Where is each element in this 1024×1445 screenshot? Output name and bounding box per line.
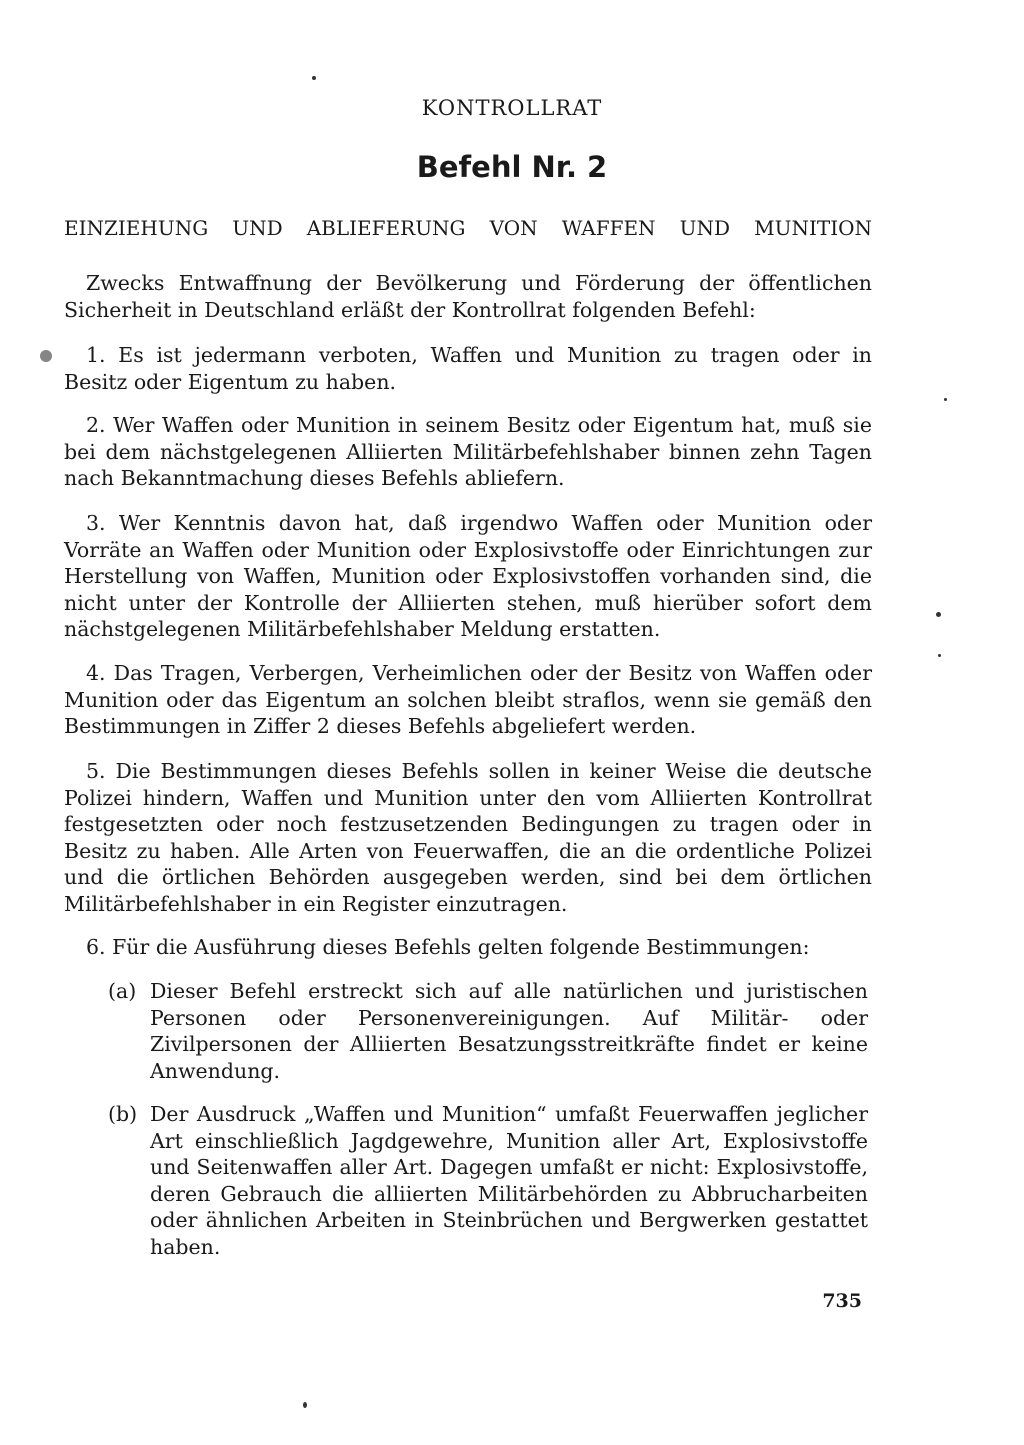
section-5-paragraph: 5. Die Bestimmungen dieses Befehls sollen in keiner Weise die deutsche Polizei hindern, Waffen und Munition unter den vom Alliierten Kontrollrat festgesetzten oder noch festzusetzenden Bedingungen zu tragen oder in Besitz zu haben. Alle Arten von Feuerwaffen, die an die ordentliche Polizei und die örtlichen Behörden ausgegeben werden, sind bei dem örtlichen Militärbefehlshaber in ein Register einzutragen. — [64, 759, 872, 916]
page-number: 735 — [822, 1290, 862, 1312]
scan-speck — [944, 398, 947, 401]
subsection-a-label: (a) — [108, 979, 137, 1003]
section-3-paragraph: 3. Wer Kenntnis davon hat, daß irgendwo Waffen oder Munition oder Vorräte an Waffen oder Munition oder Explosivstoffe oder Einrichtungen zur Herstellung von Waffen, Munition oder Explosivstoffen vorhanden sind, die nicht unter der Kontrolle der Alliierten stehen, muß hierüber sofort dem nächstgelegenen Militärbefehlshaber Meldung erstatten. — [64, 511, 872, 641]
scan-speck — [312, 76, 316, 80]
section-2-paragraph: 2. Wer Waffen oder Munition in seinem Besitz oder Eigentum hat, muß sie bei dem nächstgelegenen Alliierten Militärbefehlshaber binnen zehn Tagen nach Bekanntmachung dieses Befehls abliefern. — [64, 413, 872, 490]
subject-heading: EINZIEHUNG UND ABLIEFERUNG VON WAFFEN UND MUNITION — [64, 216, 872, 240]
section-4-paragraph: 4. Das Tragen, Verbergen, Verheimlichen oder der Besitz von Waffen oder Munition oder das Eigentum an solchen bleibt straflos, wenn sie gemäß den Bestimmungen in Ziffer 2 dieses Befehls abgeliefert werden. — [64, 661, 872, 738]
order-title: Befehl Nr. 2 — [416, 150, 608, 184]
scan-speck — [40, 350, 52, 362]
subsection-b — [108, 1101, 868, 1260]
scan-speck — [938, 654, 941, 657]
preamble-paragraph: Zwecks Entwaffnung der Bevölkerung und Förderung der öffentlichen Sicherheit in Deutschland erläßt der Kontrollrat folgenden Befehl: — [64, 271, 872, 322]
organization-heading: KONTROLLRAT — [421, 96, 603, 120]
section-6-paragraph: 6. Für die Ausführung dieses Befehls gelten folgende Bestimmungen: — [86, 935, 810, 959]
section-1-paragraph: 1. Es ist jedermann verboten, Waffen und Munition zu tragen oder in Besitz oder Eigentum zu haben. — [64, 343, 872, 394]
scan-speck — [936, 612, 941, 617]
subsection-b-label: (b) — [108, 1102, 138, 1126]
subsection-b-text: Der Ausdruck „Waffen und Munition“ umfaßt Feuerwaffen jeglicher Art einschließlich Jagdgewehre, Munition aller Art, Explosivstoffe und Seitenwaffen aller Art. Dagegen umfaßt er nicht: Explosivstoffe, deren Gebrauch die alliierten Militärbehörden zu Abbrucharbeiten oder ähnlichen Arbeiten in Steinbrüchen und Bergwerken gestattet haben. — [150, 1102, 868, 1259]
subsection-a — [108, 978, 868, 1084]
subsection-a-text: Dieser Befehl erstreckt sich auf alle natürlichen und juristischen Personen oder Personenvereinigungen. Auf Militär- oder Zivilpersonen der Alliierten Besatzungsstreitkräfte findet er keine Anwendung. — [150, 979, 868, 1083]
scan-speck — [303, 1402, 307, 1408]
